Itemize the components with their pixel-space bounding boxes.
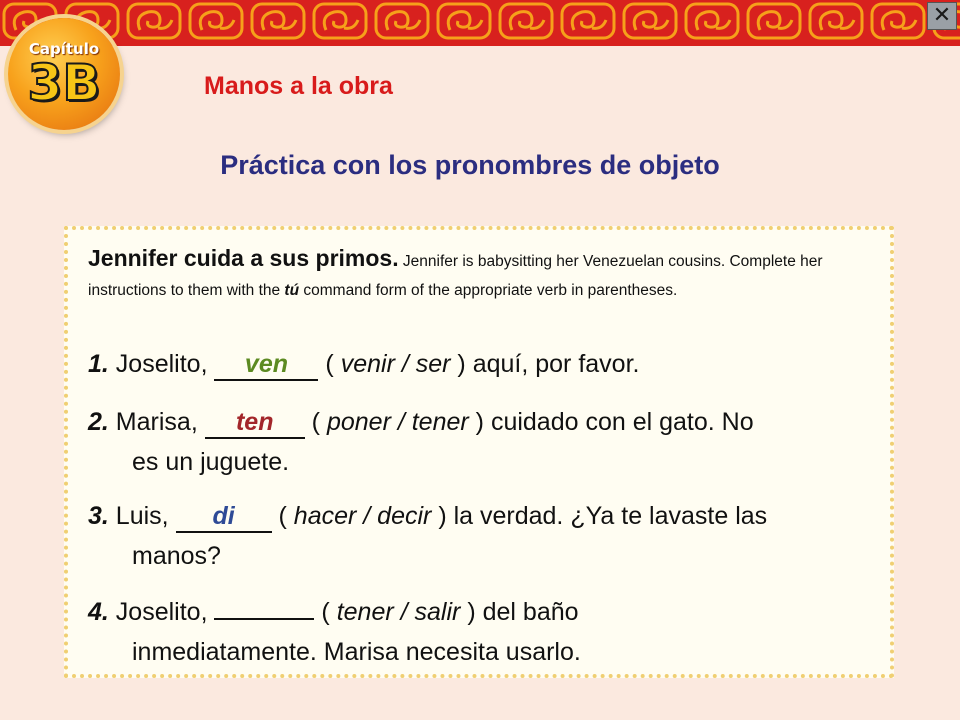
instructions-text-start: Jennifer is babysitting her Venezuelan cousins. Complete her instructions to them with the [88, 253, 823, 299]
chapter-badge [8, 18, 120, 130]
item-number: 1. [88, 350, 109, 378]
item-text-after: cuidado con el gato. No [484, 408, 754, 436]
verb-options: venir / ser [340, 350, 451, 378]
exercise-instructions [88, 244, 878, 305]
item-text-before: Marisa, [108, 408, 205, 436]
item-number: 2. [88, 408, 109, 436]
exercise-panel [64, 226, 894, 678]
exercise-heading: Jennifer cuida a sus primos. [88, 245, 399, 271]
answer-blank[interactable]: di [176, 501, 272, 533]
verb-options: poner / tener [326, 408, 469, 436]
decorative-header-band [0, 0, 960, 46]
item-text-before: Joselito, [108, 350, 215, 378]
item-continuation: es un juguete. [132, 448, 290, 476]
instructions-text-emphasis: tú [284, 282, 300, 299]
item-text-after: la verdad. ¿Ya te lavaste las [446, 502, 768, 530]
chapter-label: Capítulo [28, 40, 100, 58]
item-text-after: aquí, por favor. [465, 350, 640, 378]
exercise-item: 2. Marisa, ten ( poner / tener ) cuidado con el gato. No es un juguete. [88, 402, 888, 482]
item-text-before: Luis, [108, 502, 176, 530]
instructions-text-end: command form of the appropriate verb in parentheses. [299, 282, 678, 299]
answer-blank[interactable]: ten [205, 407, 305, 439]
item-continuation: manos? [132, 542, 221, 570]
answer-blank[interactable]: ven [214, 349, 318, 381]
close-button[interactable] [927, 2, 957, 30]
verb-options: hacer / decir [293, 502, 432, 530]
page-title: Práctica con los pronombres de objeto [220, 150, 720, 180]
item-text-before: Joselito, [108, 598, 215, 626]
item-text-after: del baño [475, 598, 579, 626]
exercise-item: 1. Joselito, ven ( venir / ser ) aquí, por favor. [88, 344, 888, 384]
item-continuation: inmediatamente. Marisa necesita usarlo. [132, 638, 581, 666]
answer-blank[interactable] [214, 618, 314, 620]
chapter-number: 3B [27, 54, 101, 112]
swirl-pattern [0, 0, 960, 46]
item-number: 3. [88, 502, 109, 530]
item-number: 4. [88, 598, 109, 626]
close-icon: ✕ [932, 3, 952, 28]
section-title: Manos a la obra [204, 72, 393, 100]
exercise-item: 3. Luis, di ( hacer / decir ) la verdad. ¿Ya te lavaste las manos? [88, 496, 888, 576]
verb-options: tener / salir [336, 598, 461, 626]
exercise-item: 4. Joselito, ( tener / salir ) del baño inmediatamente. Marisa necesita usarlo. [88, 592, 888, 672]
